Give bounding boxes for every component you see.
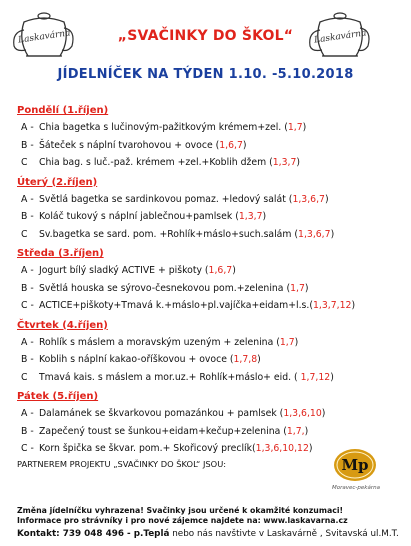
meal-item: [17, 280, 401, 298]
meal-letter: B -: [21, 425, 34, 437]
allergens: 1,6,7: [219, 139, 243, 151]
mp-bakery-logo-icon: [333, 447, 377, 483]
allergens: 1,7: [279, 336, 295, 348]
meal-letter: A -: [21, 122, 34, 133]
day-section: [17, 176, 401, 244]
logo-brand-text: Laskavárna: [313, 28, 368, 46]
meal-text: ACTICE+piškoty+Tmavá k.+máslo+pl.vajíčka+eidam+l.s.(: [39, 300, 313, 311]
meal-close: ): [242, 139, 247, 151]
meal-letter: A -: [21, 408, 34, 419]
meal-text: Koblih s náplní kakao-oříškovou + ovoce (: [39, 354, 234, 365]
allergens: 1,7: [290, 282, 305, 294]
allergens: 1,6,7: [208, 265, 233, 276]
meal-close: ): [330, 371, 334, 383]
meal-close: ): [330, 228, 335, 240]
meal-letter: B -: [21, 211, 34, 222]
meal-close: ): [232, 265, 236, 276]
meal-letter: A -: [21, 193, 34, 205]
meal-item: [17, 262, 401, 280]
allergens: 1,3,6,7: [298, 228, 331, 240]
disclaimer-note: Změna jídelníčku vyhrazena! Svačinky jsou určené k okamžité konzumaci!: [17, 506, 344, 515]
meal-close: ): [351, 300, 356, 311]
meal-close: ): [308, 443, 313, 454]
day-section: [17, 247, 401, 315]
meal-text: Chia bagetka s lučinovým-pažitkovým krémem+zel. (: [39, 122, 288, 133]
allergens: 1,7,: [286, 425, 305, 437]
page-title: „SVAČINKY DO ŠKOL“: [117, 28, 294, 44]
meal-item: [17, 119, 401, 137]
partner-line: PARTNEREM PROJEKTU „SVAČINKY DO ŠKOL“ JSOU:: [17, 459, 227, 469]
allergens: 1,3,6,10,12: [255, 443, 309, 454]
meal-close: ): [324, 193, 329, 205]
meal-text: Zapečený toust se šunkou+eidam+kečup+zelenina (: [39, 425, 287, 437]
day-title: Pondělí (1.říjen): [17, 105, 109, 116]
meal-text: Chia bag. s luč.-paž. krémem +zel.+Koblih džem (: [39, 157, 273, 168]
meal-close: ): [257, 354, 261, 365]
meal-item: [17, 423, 401, 441]
allergens: 1,3,7,12: [312, 300, 352, 311]
contact-line: [17, 529, 399, 539]
meal-item: [17, 154, 401, 172]
meal-text: Koláč tukový s náplní jablečnou+pamlsek (: [39, 211, 239, 222]
info-note: Informace pro strávníky i pro nové zájemce najdete na: www.laskavarna.cz: [17, 516, 348, 525]
meal-text: Jogurt bílý sladký ACTIVE + piškoty (: [39, 265, 209, 276]
meal-close: ): [304, 282, 309, 294]
meal-close: ): [321, 408, 326, 419]
contact-label: Kontakt:: [17, 529, 63, 539]
meal-item: [17, 405, 401, 423]
day-title: Pátek (5.říjen): [17, 391, 99, 402]
day-title: Úterý (2.říjen): [17, 176, 98, 188]
allergens: 1,7: [287, 122, 303, 133]
contact-phone: 739 048 496 - p.Teplá: [62, 529, 170, 539]
meal-close: ): [302, 122, 307, 133]
moravec-bakery-logo: [333, 447, 377, 483]
meal-item: [17, 334, 401, 352]
meal-close: ): [294, 336, 299, 348]
meal-item: [17, 351, 401, 369]
meal-letter: B -: [21, 139, 34, 151]
meal-close: ): [304, 425, 309, 437]
contact-address: nebo nás navštivte v Laskavárně , Svitavská ul.M.T.: [169, 529, 399, 539]
allergens: 1,3,7: [238, 211, 263, 222]
meal-letter: C: [21, 228, 28, 240]
allergens: 1,7,8: [233, 354, 258, 365]
meal-text: Korn špička se škvar. pom.+ Skořicový preclík(: [39, 443, 256, 454]
meal-letter: B -: [21, 282, 34, 294]
meal-item: [17, 297, 401, 315]
meal-letter: C -: [21, 300, 34, 311]
meal-item: [17, 191, 401, 209]
meal-text: Sv.bagetka se sard. pom. +Rohlík+máslo+such.salám (: [39, 228, 299, 240]
day-section: [17, 319, 401, 387]
day-title: Středa (3.říjen): [17, 248, 104, 259]
meal-close: ): [296, 157, 301, 168]
meal-letter: A -: [21, 265, 34, 276]
meal-text: Světlá houska se sýrovo-česnekovou pom.+zelenina (: [39, 282, 291, 294]
allergens: 1,7,12: [300, 371, 331, 383]
meal-letter: C -: [21, 443, 34, 454]
meal-item: [17, 208, 401, 226]
meal-letter: B -: [21, 354, 34, 365]
meal-letter: C: [21, 157, 28, 168]
allergens: 1,3,6,7: [292, 193, 325, 205]
meal-text: Světlá bagetka se sardinkovou pomaz. +ledový salát (: [39, 193, 293, 205]
meal-item: [17, 226, 401, 244]
meal-text: Dalamánek se škvarkovou pomazánkou + pamlsek (: [39, 408, 284, 419]
week-menu-heading: JÍDELNÍČEK NA TÝDEN 1.10. -5.10.2018: [57, 67, 354, 82]
day-title: Čtvrtek (4.říjen): [17, 319, 108, 331]
logo-brand-text: Laskavárna: [17, 28, 72, 46]
meal-item: [17, 369, 401, 387]
allergens: 1,3,7: [272, 157, 297, 168]
meal-text: Tmavá kais. s máslem a mor.uz.+ Rohlík+máslo+ eid. (: [39, 371, 301, 383]
laskavarna-teapot-logo-right: [306, 6, 374, 62]
meal-text: Šáteček s náplní tvarohovou + ovoce (: [39, 139, 220, 151]
weekly-menu: [17, 104, 401, 462]
meal-close: ): [262, 211, 267, 222]
day-section: [17, 104, 401, 172]
meal-text: Rohlík s máslem a moravským uzeným + zelenina (: [39, 336, 280, 348]
allergens: 1,3,6,10: [283, 408, 322, 419]
meal-letter: C: [21, 371, 28, 383]
meal-letter: A -: [21, 336, 34, 348]
mp-logo-text: Mp: [341, 456, 369, 474]
mp-logo-caption: Moravec-pekárna: [332, 485, 380, 491]
meal-item: [17, 137, 401, 155]
